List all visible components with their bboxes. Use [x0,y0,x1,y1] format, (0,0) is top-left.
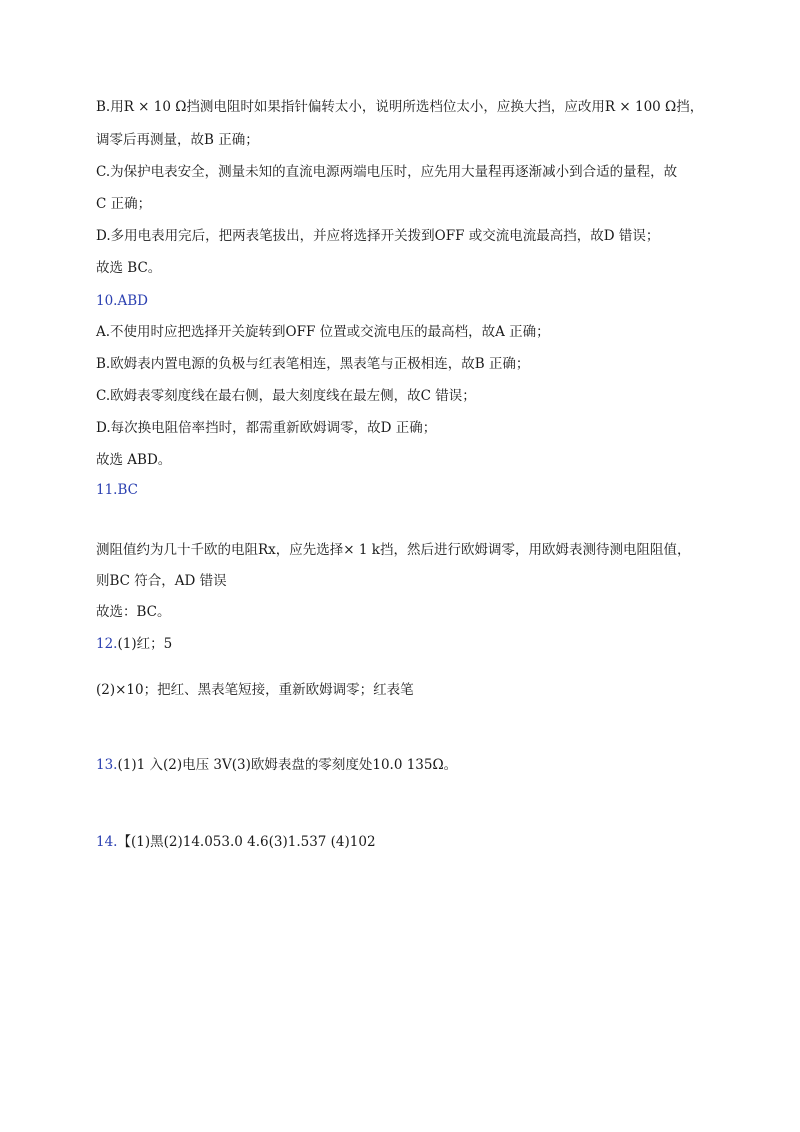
option-d-line: D.多用电表用完后，把两表笔拔出，并应将选择开关拨到OFF 或交流电流最高挡，故D 错误； [96,228,660,244]
answer-q9: 故选 BC。 [96,260,162,276]
question-13 [96,755,457,775]
question-10-heading: 10.ABD [96,293,148,309]
q10-option-d: D.每次换电阻倍率挡时，都需重新欧姆调零，故D 正确； [96,420,437,436]
q12-part-1-text: (1)红；5 [117,636,173,652]
question-12-part-1 [96,634,172,654]
q14-number: 14. [96,834,118,850]
q11-explanation-line-1: 测阻值约为几十千欧的电阻Rx，应先选择× 1 k挡，然后进行欧姆调零，用欧姆表测待测电阻阻值， [96,542,691,558]
q10-option-b: B.欧姆表内置电源的负极与红表笔相连，黑表笔与正极相连，故B 正确； [96,356,530,372]
q10-option-c: C.欧姆表零刻度线在最右侧，最大刻度线在最左侧，故C 错误； [96,388,476,404]
q11-explanation-line-2: 则BC 符合，AD 错误 [96,573,227,589]
option-b-line-1: B.用R × 10 Ω挡测电阻时如果指针偏转太小，说明所选档位太小，应换大挡，应改用R × 100 Ω挡， [96,99,704,115]
q10-option-a: A.不使用时应把选择开关旋转到OFF 位置或交流电压的最高档，故A 正确； [96,324,550,340]
q12-number: 12. [96,636,118,652]
option-c-line-1: C.为保护电表安全，测量未知的直流电源两端电压时，应先用大量程再逐渐减小到合适的量程，故 [96,164,678,180]
option-c-line-2: C 正确； [96,196,152,212]
option-b-line-2: 调零后再测量，故B 正确； [96,132,259,148]
question-11-heading: 11.BC [96,482,138,498]
question-12-part-2: (2)×10；把红、黑表笔短接，重新欧姆调零；红表笔 [96,682,414,698]
answer-q10: 故选 ABD。 [96,452,172,468]
answer-q11: 故选：BC。 [96,604,171,620]
q13-text: (1)1 入(2)电压 3V(3)欧姆表盘的零刻度处10.0 135Ω。 [117,757,458,773]
q13-number: 13. [96,757,118,773]
question-14 [96,832,376,852]
q14-text: 【(1)黑(2)14.053.0 4.6(3)1.537 (4)102 [117,834,376,850]
